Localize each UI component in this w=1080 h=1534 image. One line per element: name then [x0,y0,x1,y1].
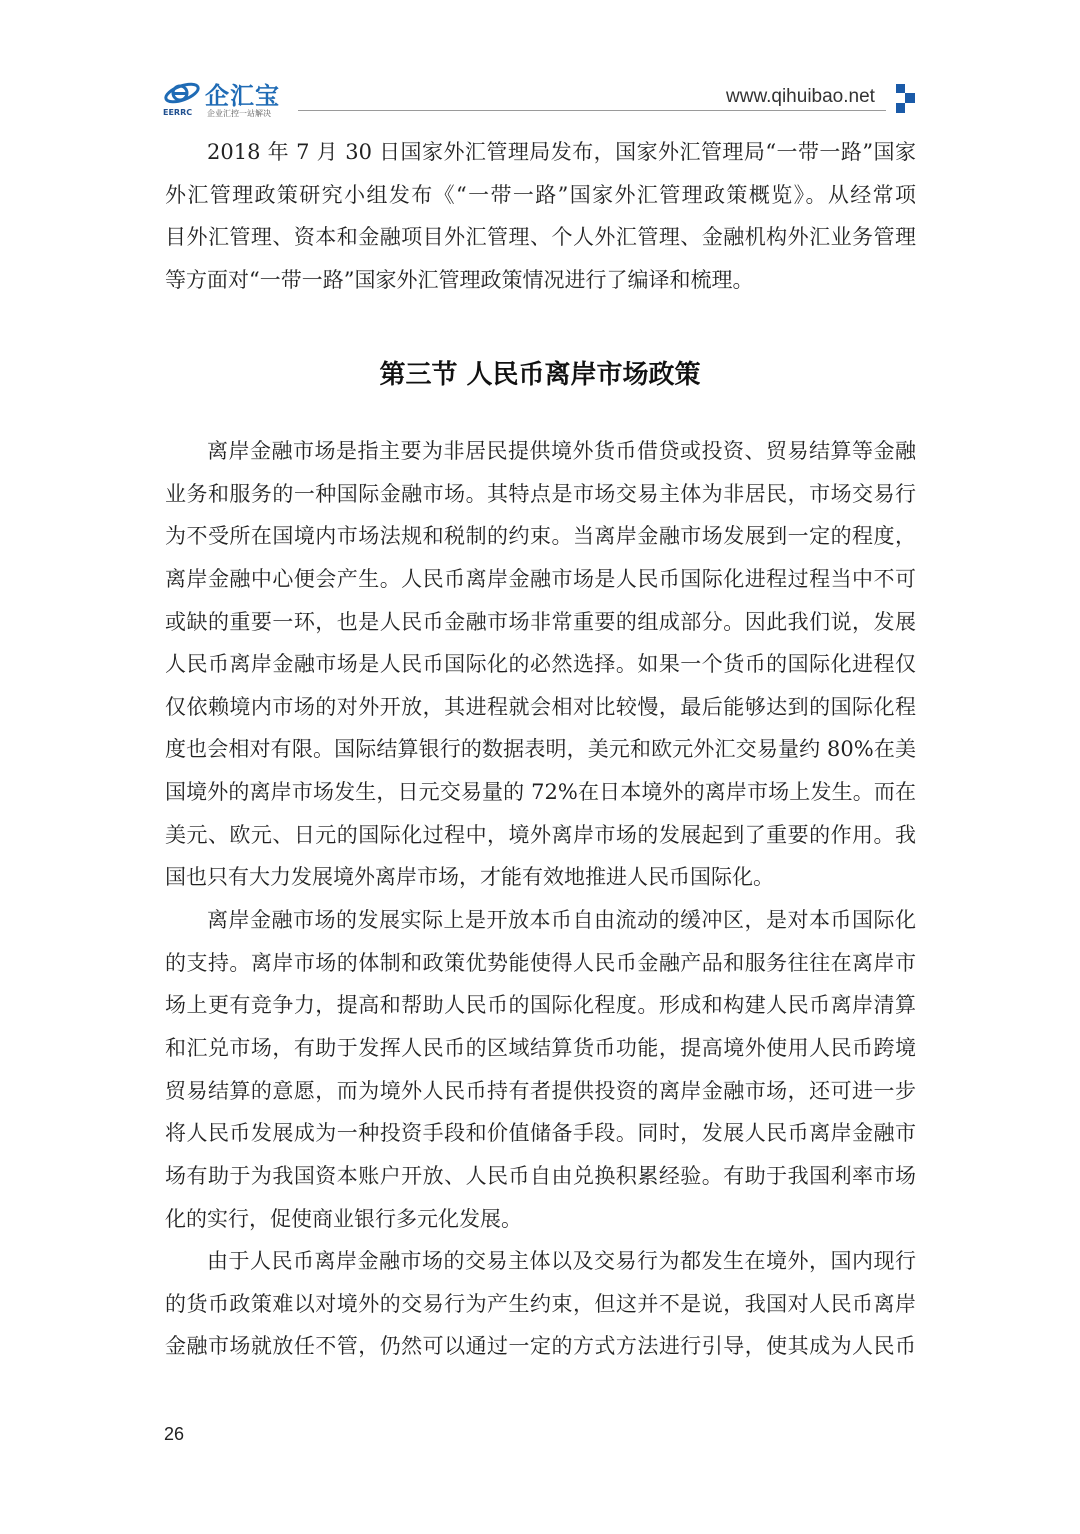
logo-slogan: 企业汇控一站解决 [207,109,271,118]
section-body [165,430,916,1368]
text-line: 化的实行，促使商业银行多元化发展。 [165,1206,522,1231]
text-line: 的货币政策难以对境外的交易行为产生约束，但这并不是说，我国对人民币离岸 [165,1291,916,1316]
text-line: 国也只有大力发展境外离岸市场，才能有效地推进人民币国际化。 [165,865,774,890]
text-line: 由于人民币离岸金融市场的交易主体以及交易行为都发生在境外，国内现行 [207,1249,916,1274]
company-logo [163,78,293,118]
text-line: 离岸金融市场是指主要为非居民提供境外货币借贷或投资、贸易结算等金融 [207,439,916,463]
text-line: 或缺的重要一环，也是人民币金融市场非常重要的组成部分。因此我们说，发展 [165,609,916,634]
blue-squares-icon [894,84,918,114]
text-line: 和汇兑市场，有助于发挥人民币的区域结算货币功能，提高境外使用人民币跨境 [165,1035,916,1060]
text-line: 2018 年 7 月 30 日国家外汇管理局发布，国家外汇管理局“一带一路”国家 [207,140,916,164]
text-line: 场有助于为我国资本账户开放、人民币自由兑换积累经验。有助于我国利率市场 [165,1163,916,1188]
text-line: 的支持。离岸市场的体制和政策优势能使得人民币金融产品和服务往往在离岸市 [165,950,916,975]
paragraph [165,899,916,1240]
text-line: 美元、欧元、日元的国际化过程中，境外离岸市场的发展起到了重要的作用。我 [165,822,916,847]
text-line: 等方面对“一带一路”国家外汇管理政策情况进行了编译和梳理。 [165,267,754,292]
intro-paragraph [165,131,916,302]
text-line: 离岸金融市场的发展实际上是开放本币自由流动的缓冲区，是对本币国际化 [207,908,916,933]
text-line: 外汇管理政策研究小组发布《“一带一路”国家外汇管理政策概览》。从经常项 [165,182,916,207]
logo-name: 企汇宝 [205,82,280,110]
text-line: 贸易结算的意愿，而为境外人民币持有者提供投资的离岸金融市场，还可进一步 [165,1078,916,1103]
paragraph [165,131,916,302]
text-line: 为不受所在国境内市场法规和税制的约束。当离岸金融市场发展到一定的程度， [165,524,916,549]
text-line: 人民币离岸金融市场是人民币国际化的必然选择。如果一个货币的国际化进程仅 [165,652,916,677]
logo-abbreviation: EERRC [163,108,193,117]
text-line: 将人民币发展成为一种投资手段和价值储备手段。同时，发展人民币离岸金融市 [165,1121,916,1146]
page-header [0,0,1080,130]
text-line: 国境外的离岸市场发生，日元交易量的 72%在日本境外的离岸市场上发生。而在 [165,780,916,805]
logo-globe-icon [163,80,201,106]
section-title: 第三节 人民币离岸市场政策 [379,360,701,390]
paragraph [165,1240,916,1368]
paragraph [165,430,916,899]
text-line: 目外汇管理、资本和金融项目外汇管理、个人外汇管理、金融机构外汇业务管理 [165,225,916,250]
text-line: 度也会相对有限。国际结算银行的数据表明，美元和欧元外汇交易量约 80%在美 [165,737,916,762]
text-line: 仅依赖境内市场的对外开放，其进程就会相对比较慢，最后能够达到的国际化程 [165,694,916,719]
text-line: 离岸金融中心便会产生。人民币离岸金融市场是人民币国际化进程过程当中不可 [165,566,916,591]
text-line: 金融市场就放任不管，仍然可以通过一定的方式方法进行引导，使其成为人民币 [165,1334,916,1359]
website-url: www.qihuibao.net [726,86,875,107]
page-number: 26 [164,1424,185,1444]
text-line: 业务和服务的一种国际金融市场。其特点是市场交易主体为非居民，市场交易行 [165,481,916,506]
header-divider [298,110,886,111]
text-line: 场上更有竞争力，提高和帮助人民币的国际化程度。形成和构建人民币离岸清算 [165,993,916,1018]
